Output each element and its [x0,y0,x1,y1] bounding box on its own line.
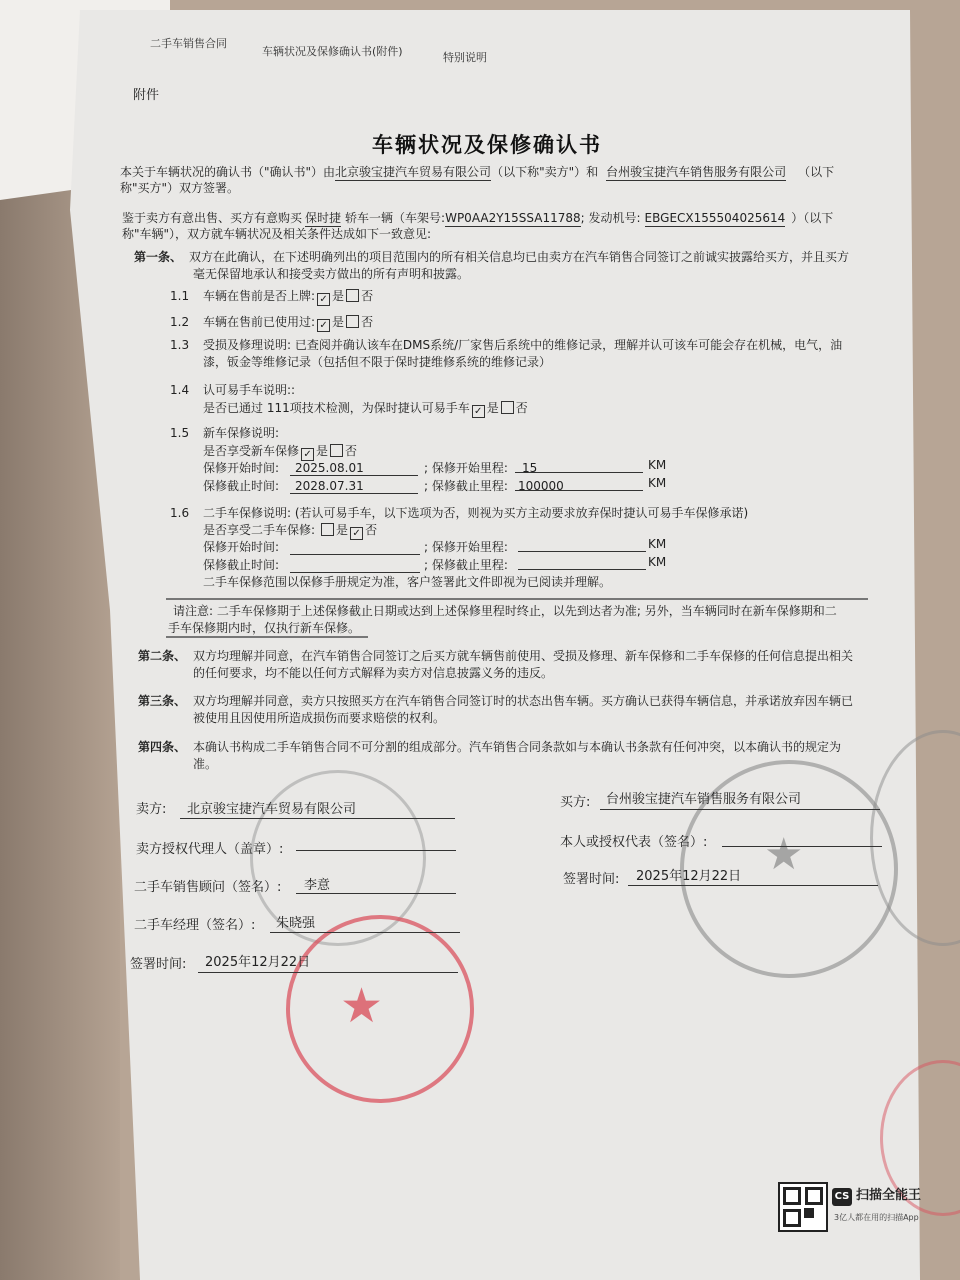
intro-line-4: 称"车辆"），双方就车辆状况及相关条件达成如下一致意见: [122,227,432,241]
warranty-start-label: 保修开始时间: [203,461,280,475]
buyer-rep-line[interactable] [722,846,882,847]
article4-label: 第四条、 [138,740,187,754]
seller-line [180,818,455,819]
seller-stamp-star-icon: ★ [340,978,384,1034]
buyer-stamp-star-icon: ★ [764,829,804,880]
header-tab-confirmation: 车辆状况及保修确认书(附件) [262,45,403,58]
buyer-label: 买方: [560,795,591,810]
seller-label: 卖方: [136,802,167,817]
buyer-rep-label: 本人或授权代表（签名）: [560,835,708,850]
item-1-2: 车辆在售前已使用过: ✓ 是 否 [203,315,374,331]
warranty-endkm-label: ; 保修截止里程: [424,479,508,493]
warranty-startkm-line [515,472,643,473]
camscanner-logo-icon: CS [832,1188,852,1206]
warranty-start-line [290,475,418,476]
document-page [40,10,920,1280]
intro-buyer: 台州骏宝捷汽车销售服务有限公司 [606,165,787,179]
article4-line-2: 准。 [193,757,218,771]
attachment-label: 附件 [133,88,160,103]
buyer-value: 台州骏宝捷汽车销售服务有限公司 [606,792,802,807]
used-warranty-note: 二手车保修范围以保修手册规定为准，客户签署此文件即视为已阅读并理解。 [203,575,612,589]
warranty-start-value: 2025.08.01 [295,461,364,475]
warranty-endkm-value: 100000 [518,479,564,493]
seller-value: 北京骏宝捷汽车贸易有限公司 [187,802,357,817]
item-1-3-line-2: 漆，钣金等维修记录（包括但不限于保时捷维修系统的维修记录） [203,355,552,369]
seller-date-label: 签署时间: [130,957,187,972]
manager-value: 朱晓强 [276,916,316,931]
manager-line[interactable] [270,932,460,933]
checkbox-newwarranty-yes[interactable]: ✓ [301,448,314,461]
qr-code-icon [778,1182,828,1232]
vehicle-brand: 保时捷 [305,211,342,225]
article2-line-1: 双方均理解并同意，在汽车销售合同签订之后买方就车辆售前使用、受损及修理、新车保修和二手车保修的任何信息提出相关 [193,649,854,663]
advisor-label: 二手车销售顾问（签名）: [134,880,282,895]
advisor-line[interactable] [296,893,456,894]
km-unit-3: KM [648,537,667,551]
manager-label: 二手车经理（签名）: [134,918,256,933]
article3-line-2: 被使用且因使用所造成损伤而要求赔偿的权利。 [193,711,446,725]
header-tab-contract: 二手车销售合同 [150,37,227,50]
checkbox-usedwarranty-yes[interactable] [321,523,334,536]
checkbox-usedwarranty-no[interactable]: ✓ [350,527,363,540]
item-1-4-num: 1.4 [170,383,190,397]
article1-text-1: 双方在此确认，在下述明确列出的项目范围内的所有相关信息均已由卖方在汽车销售合同签订之前诚实披露给买方，并且买方 [189,250,850,264]
checkbox-used-no[interactable] [346,315,359,328]
item-1-5-title: 新车保修说明: [203,426,280,440]
warranty-startkm-label: ; 保修开始里程: [424,461,508,475]
km-unit-1: KM [648,458,667,472]
km-unit-2: KM [648,476,667,490]
warranty-end-label: 保修截止时间: [203,479,280,493]
seller-agent-label: 卖方授权代理人（盖章）: [136,842,284,857]
km-unit-4: KM [648,555,667,569]
article2-label: 第二条、 [138,649,187,663]
article3-label: 第三条、 [138,694,187,708]
buyer-date: 2025年12月22日 [636,869,742,884]
notice-line-2: 手车保修期内时，仅执行新车保修。 [168,621,361,635]
article1-label: 第一条、 [134,250,183,264]
item-1-6-question: 是否享受二手车保修: 是 ✓ 否 [203,523,378,539]
checkbox-cpo-yes[interactable]: ✓ [472,405,485,418]
item-1-1: 车辆在售前是否上牌: ✓ 是 否 [203,289,374,305]
warranty-endkm-line [515,490,643,491]
notice-top-border [166,598,868,600]
used-warranty-start-line[interactable] [290,554,420,555]
intro-seller: 北京骏宝捷汽车贸易有限公司 [335,165,492,179]
checkbox-plated-yes[interactable]: ✓ [317,293,330,306]
camscanner-tagline: 3亿人都在用的扫描App [834,1213,919,1222]
article2-line-2: 的任何要求，均不能以任何方式解释为卖方对信息披露义务的违反。 [193,666,554,680]
advisor-value: 李意 [304,878,331,893]
buyer-date-label: 签署时间: [563,872,620,887]
seller-agent-line[interactable] [296,850,456,851]
used-warranty-end-line[interactable] [290,572,420,573]
used-warranty-endkm-label: ; 保修截止里程: [424,558,508,572]
intro-line-3: 鉴于卖方有意出售、买方有意购买 保时捷 轿车一辆（车架号:WP0AA2Y15SSA11788; 发动机号: EBGECX155504025614 ）（以下 [122,211,834,225]
warranty-end-value: 2028.07.31 [295,479,364,493]
item-1-3-line-1: 受损及修理说明: 已查阅并确认该车在DMS系统/厂家售后系统中的维修记录，理解并认可该车可能会存在机械，电气，油 [203,338,843,352]
warranty-startkm-value: 15 [522,461,538,475]
used-warranty-end-label: 保修截止时间: [203,558,280,572]
article1-text-2: 毫无保留地承认和接受卖方做出的所有声明和披露。 [193,267,470,281]
header-tab-special-notes: 特别说明 [443,51,487,64]
item-1-5-question: 是否享受新车保修 ✓ 是 否 [203,444,358,460]
article3-line-1: 双方均理解并同意，卖方只按照买方在汽车销售合同签订时的状态出售车辆。买方确认已获得车辆信息，并承诺放弃因车辆已 [193,694,854,708]
seller-red-stamp [286,915,474,1103]
item-1-3-num: 1.3 [170,338,190,352]
item-1-4-question: 是否已通过 111项技术检测，为保时捷认可易手车 ✓ 是 否 [203,401,528,417]
buyer-date-line [628,885,878,886]
intro-line-1: 本关于车辆状况的确认书（"确认书"）由北京骏宝捷汽车贸易有限公司（以下称"卖方"）和 台州骏宝捷汽车销售服务有限公司 （以下 [120,165,835,179]
buyer-line [600,809,880,810]
checkbox-cpo-no[interactable] [501,401,514,414]
item-1-6-title: 二手车保修说明: (若认可易手车，以下选项为否，则视为买方主动要求放弃保时捷认可易手车保修承诺) [203,506,749,520]
warranty-end-line [290,493,418,494]
item-1-5-num: 1.5 [170,426,190,440]
seller-date: 2025年12月22日 [205,955,311,970]
intro-line-2: 称"买方"）双方签署。 [120,181,240,195]
camscanner-name: 扫描全能王 [856,1188,922,1203]
used-warranty-startkm-label: ; 保修开始里程: [424,540,508,554]
used-warranty-start-label: 保修开始时间: [203,540,280,554]
used-warranty-endkm-line[interactable] [518,569,646,570]
checkbox-plated-no[interactable] [346,289,359,302]
item-1-4-title: 认可易手车说明:: [203,383,296,397]
item-1-1-num: 1.1 [170,289,190,303]
checkbox-used-yes[interactable]: ✓ [317,319,330,332]
notice-bottom-border [166,636,368,638]
item-1-2-num: 1.2 [170,315,190,329]
seller-date-line [198,972,458,973]
article4-line-1: 本确认书构成二手车销售合同不可分割的组成部分。汽车销售合同条款如与本确认书条款有任何冲突，以本确认书的规定为 [193,740,842,754]
vehicle-vin: WP0AA2Y15SSA11788 [445,211,581,225]
document-title: 车辆状况及保修确认书 [372,133,602,157]
checkbox-newwarranty-no[interactable] [330,444,343,457]
used-warranty-startkm-line[interactable] [518,551,646,552]
engine-number: EBGECX155504025614 [644,211,786,225]
item-1-6-num: 1.6 [170,506,190,520]
notice-line-1: 请注意: 二手车保修期于上述保修截止日期或达到上述保修里程时终止，以先到达者为准; 另外，当车辆同时在新车保修期和二 [173,604,837,618]
